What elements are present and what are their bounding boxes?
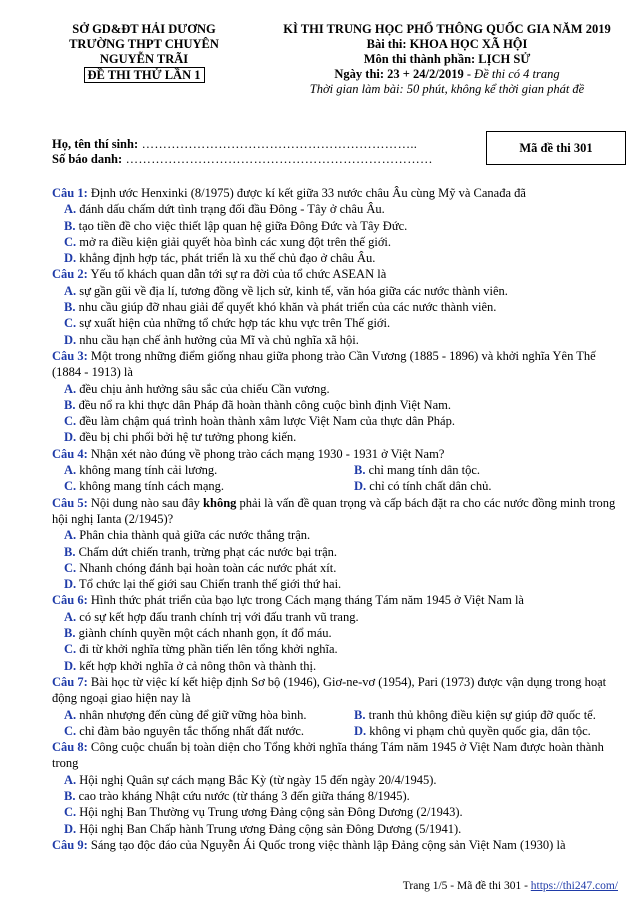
- question-number: Câu 5:: [52, 495, 88, 510]
- option-c: [64, 413, 620, 429]
- exam-subject: Môn thi thành phần: LỊCH SỬ: [363, 52, 531, 66]
- options-row: [64, 478, 620, 494]
- option-text: nhu cầu giúp đỡ nhau giải để quyết khó khăn và phát triển của các nước thành viên.: [75, 300, 497, 315]
- school-name-line2: NGUYỄN TRÃI: [99, 52, 189, 66]
- question-emphasis: không: [203, 495, 237, 510]
- option-text: Hội nghị Quân sự cách mạng Bắc Kỳ (từ ngày 15 đến ngày 20/4/1945).: [76, 772, 437, 787]
- option-text: chỉ mang tính dân tộc.: [365, 463, 481, 478]
- page-footer: [0, 880, 618, 892]
- question-text: Hình thức phát triển của bạo lực trong Cách mạng tháng Tám năm 1945 ở Việt Nam là: [87, 593, 524, 608]
- question-4: [52, 446, 620, 462]
- option-a: [64, 201, 620, 217]
- option-c: [64, 560, 620, 576]
- option-d: [64, 250, 620, 266]
- option-letter: C.: [64, 479, 77, 494]
- question-text-cont: phải là vấn đề quan trọng và cấp bách đặt ra cho các nước đồng minh trong hội nghị Ianta (2/1945)?: [52, 495, 616, 526]
- question-text: Yếu tố khách quan dẫn tới sự ra đời của tổ chức ASEAN là: [87, 267, 387, 282]
- option-b: [64, 544, 620, 560]
- question-text: Sáng tạo độc đáo của Nguyễn Ái Quốc trong việc thành lập Đảng cộng sản Việt Nam (1930) là: [87, 837, 566, 852]
- candidate-id-dots: ………………………………………………………………: [122, 152, 433, 166]
- option-text: không mang tính cách mạng.: [76, 479, 225, 494]
- options-row: [64, 462, 620, 478]
- question-number: Câu 2:: [52, 267, 88, 282]
- exam-label: Bài thi: KHOA HỌC XÃ HỘI: [366, 37, 528, 51]
- option-text: không vi phạm chủ quyền quốc gia, dân tộc.: [366, 723, 591, 738]
- option-letter: C.: [64, 723, 77, 738]
- options-row: [64, 723, 620, 739]
- option-text: đều bị chi phối bởi hệ tư tưởng phong kiến.: [76, 430, 297, 445]
- option-letter: D.: [64, 658, 77, 673]
- option-letter: A.: [64, 283, 77, 298]
- option-text: có sự kết hợp đấu tranh chính trị với đấu tranh vũ trang.: [76, 609, 359, 624]
- exam-round-label: ĐỀ THI THỬ LẦN 1: [84, 67, 205, 83]
- options-row: [64, 707, 620, 723]
- option-letter: A.: [64, 772, 77, 787]
- option-letter: B.: [64, 397, 76, 412]
- option-b: [64, 299, 620, 315]
- option-letter: D.: [64, 332, 77, 347]
- option-d: [64, 332, 620, 348]
- option-c: [64, 315, 620, 331]
- question-text: Nội dung nào sau đây: [87, 495, 204, 510]
- question-1: [52, 185, 620, 201]
- option-text: chỉ có tính chất dân chủ.: [366, 479, 492, 494]
- option-d: [64, 576, 620, 592]
- question-number: Câu 4:: [52, 446, 88, 461]
- question-7: [52, 674, 620, 707]
- option-text: tranh thủ không điều kiện sự giúp đỡ quốc tế.: [365, 707, 596, 722]
- option-a: [64, 462, 354, 478]
- option-text: không mang tính cải lương.: [76, 463, 218, 478]
- option-letter: D.: [64, 430, 77, 445]
- option-text: khẳng định hợp tác, phát triển là xu thế chủ đạo ở châu Âu.: [76, 251, 376, 266]
- option-letter: B.: [64, 788, 76, 803]
- exam-title: KÌ THI TRUNG HỌC PHỔ THÔNG QUỐC GIA NĂM 2019: [283, 22, 611, 36]
- option-text: nhân nhượng đến cùng để giữ vững hòa bình.: [76, 707, 307, 722]
- option-text: nhu cầu hạn chế ảnh hưởng của Mĩ và chủ nghĩa xã hội.: [76, 332, 359, 347]
- question-number: Câu 8:: [52, 740, 88, 755]
- option-c: [64, 478, 354, 494]
- option-b: [64, 788, 620, 804]
- option-text: giành chính quyền một cách nhanh gọn, ít đổ máu.: [75, 626, 332, 641]
- option-text: cao trào kháng Nhật cứu nước (từ tháng 3 đến giữa tháng 8/1945).: [75, 788, 410, 803]
- candidate-id-label: Số báo danh:: [52, 152, 123, 166]
- option-letter: C.: [64, 560, 77, 575]
- option-text: Hội nghị Ban Thường vụ Trung ương Đảng cộng sản Đông Dương (2/1943).: [76, 805, 463, 820]
- question-number: Câu 3:: [52, 348, 88, 363]
- option-a: [64, 707, 354, 723]
- option-letter: A.: [64, 463, 77, 478]
- option-text: kết hợp khởi nghĩa ở cả nông thôn và thành thị.: [76, 658, 317, 673]
- questions-list: [52, 185, 620, 853]
- option-c: [64, 234, 620, 250]
- option-letter: A.: [64, 381, 77, 396]
- question-text: Bài học từ việc kí kết hiệp định Sơ bộ (1946), Giơ-ne-vơ (1954), Pari (1973) được vận dụng trong hoạt động ngoại giao hiện nay là: [52, 674, 607, 706]
- option-text: đều nổ ra khi thực dân Pháp đã hoàn thành công cuộc bình định Việt Nam.: [75, 397, 451, 412]
- option-text: sự xuất hiện của những tổ chức hợp tác khu vực trên Thế giới.: [76, 316, 391, 331]
- option-a: [64, 772, 620, 788]
- question-text: Một trong những điểm giống nhau giữa phong trào Cần Vương (1885 - 1896) và khởi nghĩa Yên Thế (1884 - 1913) là: [52, 348, 596, 380]
- option-letter: A.: [64, 707, 77, 722]
- option-letter: C.: [64, 414, 77, 429]
- question-8: [52, 739, 620, 772]
- option-text: Nhanh chóng đánh bại hoàn toàn các nước phát xít.: [76, 560, 337, 575]
- option-letter: D.: [64, 821, 77, 836]
- option-a: [64, 381, 620, 397]
- option-letter: B.: [64, 300, 76, 315]
- question-9: [52, 837, 620, 853]
- option-a: [64, 527, 620, 543]
- option-letter: C.: [64, 642, 77, 657]
- option-text: Hội nghị Ban Chấp hành Trung ương Đảng cộng sản Đông Dương (5/1941).: [76, 821, 462, 836]
- question-number: Câu 1:: [52, 186, 88, 200]
- question-number: Câu 7:: [52, 674, 88, 689]
- school-header: [44, 22, 244, 83]
- option-text: Tổ chức lại thế giới sau Chiến tranh thế giới thứ hai.: [76, 577, 342, 592]
- option-a: [64, 283, 620, 299]
- option-b: [354, 707, 620, 723]
- option-text: đánh dấu chấm dứt tình trạng đối đầu Đông - Tây ở châu Âu.: [76, 202, 385, 217]
- option-b: [64, 397, 620, 413]
- option-d: [64, 821, 620, 837]
- option-letter: D.: [354, 479, 367, 494]
- option-d: [64, 429, 620, 445]
- question-text: Định ước Henxinki (8/1975) được kí kết giữa 33 nước châu Âu cùng Mỹ và Canađa đã: [87, 186, 526, 200]
- option-letter: B.: [64, 218, 76, 233]
- option-letter: B.: [354, 463, 366, 478]
- option-letter: A.: [64, 528, 77, 543]
- option-c: [64, 641, 620, 657]
- option-text: tạo tiền đề cho việc thiết lập quan hệ giữa Đông Đức và Tây Đức.: [75, 218, 408, 233]
- question-3: [52, 348, 620, 381]
- option-letter: B.: [64, 626, 76, 641]
- exam-time-note: Thời gian làm bài: 50 phút, không kể thời gian phát đề: [309, 82, 585, 96]
- option-letter: A.: [64, 202, 77, 217]
- option-text: chỉ đàm bảo nguyên tắc thống nhất đất nước.: [76, 723, 305, 738]
- footer-link[interactable]: https://thi247.com/: [530, 880, 618, 892]
- option-a: [64, 609, 620, 625]
- option-letter: B.: [354, 707, 366, 722]
- option-text: Phân chia thành quả giữa các nước thắng trận.: [76, 528, 311, 543]
- option-letter: B.: [64, 544, 76, 559]
- option-letter: D.: [354, 723, 367, 738]
- option-d: [354, 723, 620, 739]
- option-text: đi từ khởi nghĩa từng phần tiến lên tổng khởi nghĩa.: [76, 642, 338, 657]
- footer-page-info: Trang 1/5 - Mã đề thi 301 -: [402, 880, 531, 892]
- option-letter: A.: [64, 609, 77, 624]
- exam-code-box: [486, 131, 626, 165]
- candidate-name-label: Họ, tên thí sinh:: [52, 137, 139, 151]
- exam-date-line: [262, 67, 632, 82]
- option-text: Chấm dứt chiến tranh, trừng phạt các nước bại trận.: [75, 544, 338, 559]
- option-d: [354, 478, 620, 494]
- question-number: Câu 9:: [52, 837, 88, 852]
- question-text: Nhận xét nào đúng về phong trào cách mạng 1930 - 1931 ở Việt Nam?: [87, 446, 445, 461]
- candidate-name-line: [52, 137, 417, 152]
- option-c: [64, 723, 354, 739]
- option-text: mở ra điều kiện giải quyết hòa bình các xung đột trên thế giới.: [76, 234, 392, 249]
- exam-page-count: - Đề thi có 4 trang: [463, 67, 560, 81]
- option-b: [64, 625, 620, 641]
- question-5: [52, 495, 620, 528]
- option-letter: D.: [64, 251, 77, 266]
- option-letter: C.: [64, 316, 77, 331]
- exam-code: Mã đề thi 301: [519, 140, 593, 155]
- exam-header: [262, 22, 632, 97]
- exam-date: Ngày thi: 23 + 24/2/2019: [334, 67, 464, 81]
- option-b: [64, 218, 620, 234]
- option-text: sự gần gũi về địa lí, tương đồng về lịch sử, kinh tế, văn hóa giữa các nước thành viên.: [76, 283, 508, 298]
- candidate-id-line: [52, 152, 433, 167]
- option-b: [354, 462, 620, 478]
- candidate-name-dots: ………………………………………………………..: [138, 137, 418, 151]
- department-name: SỞ GD&ĐT HẢI DƯƠNG: [72, 22, 216, 36]
- option-letter: C.: [64, 805, 77, 820]
- question-2: [52, 266, 620, 282]
- question-number: Câu 6:: [52, 593, 88, 608]
- option-text: đều làm chậm quá trình hoàn thành xâm lược Việt Nam của thực dân Pháp.: [76, 414, 455, 429]
- option-letter: C.: [64, 234, 77, 249]
- option-c: [64, 804, 620, 820]
- question-6: [52, 592, 620, 608]
- option-d: [64, 658, 620, 674]
- question-text: Công cuộc chuẩn bị toàn diện cho Tổng khởi nghĩa tháng Tám năm 1945 ở Việt Nam được hoàn thành trong: [52, 740, 604, 771]
- option-letter: D.: [64, 577, 77, 592]
- school-name-line1: TRƯỜNG THPT CHUYÊN: [69, 37, 219, 51]
- option-text: đều chịu ảnh hưởng sâu sắc của chiếu Cần vương.: [76, 381, 330, 396]
